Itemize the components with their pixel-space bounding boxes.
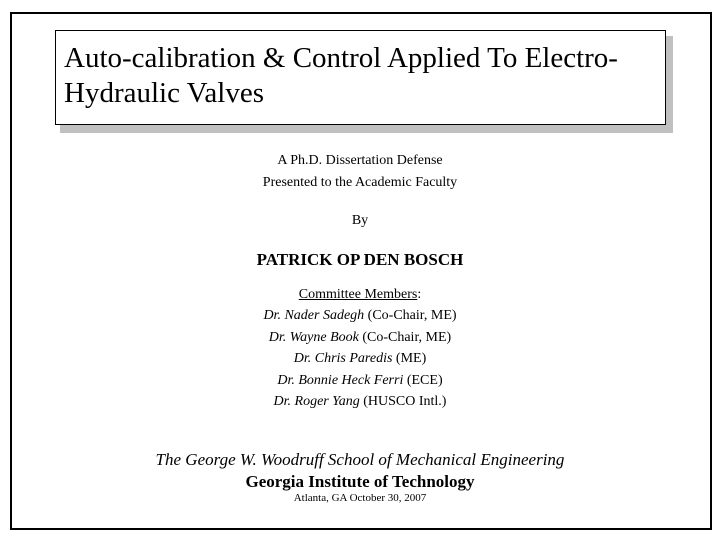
school-name: The George W. Woodruff School of Mechanical Engineering xyxy=(155,450,565,469)
by-label: By xyxy=(351,213,369,228)
member-role: (ECE) xyxy=(403,373,443,388)
member-name: Dr. Chris Paredis xyxy=(293,351,393,366)
slide-title: Auto-calibration & Control Applied To Electro-Hydraulic Valves xyxy=(55,30,666,125)
committee-heading xyxy=(0,287,720,303)
member-role: (HUSCO Intl.) xyxy=(359,394,447,409)
member-role: (Co-Chair, ME) xyxy=(358,330,452,345)
subtitle-line-2: Presented to the Academic Faculty xyxy=(262,175,458,190)
committee-member xyxy=(0,330,720,346)
member-name: Dr. Wayne Book xyxy=(268,330,359,345)
colon: : xyxy=(417,287,422,302)
member-name: Dr. Bonnie Heck Ferri xyxy=(277,373,404,388)
committee-heading-text: Committee Members xyxy=(298,287,418,302)
member-role: (Co-Chair, ME) xyxy=(364,308,457,323)
committee-member xyxy=(0,308,720,324)
member-name: Dr. Nader Sadegh xyxy=(263,308,365,323)
institute-name: Georgia Institute of Technology xyxy=(245,472,475,491)
subtitle-line-1: A Ph.D. Dissertation Defense xyxy=(277,153,443,168)
member-name: Dr. Roger Yang xyxy=(273,394,360,409)
committee-member xyxy=(0,373,720,389)
committee-member xyxy=(0,394,720,410)
member-role: (ME) xyxy=(392,351,427,366)
committee-member xyxy=(0,351,720,367)
author-name: PATRICK OP DEN BOSCH xyxy=(256,250,464,269)
place-date: Atlanta, GA October 30, 2007 xyxy=(293,492,427,504)
